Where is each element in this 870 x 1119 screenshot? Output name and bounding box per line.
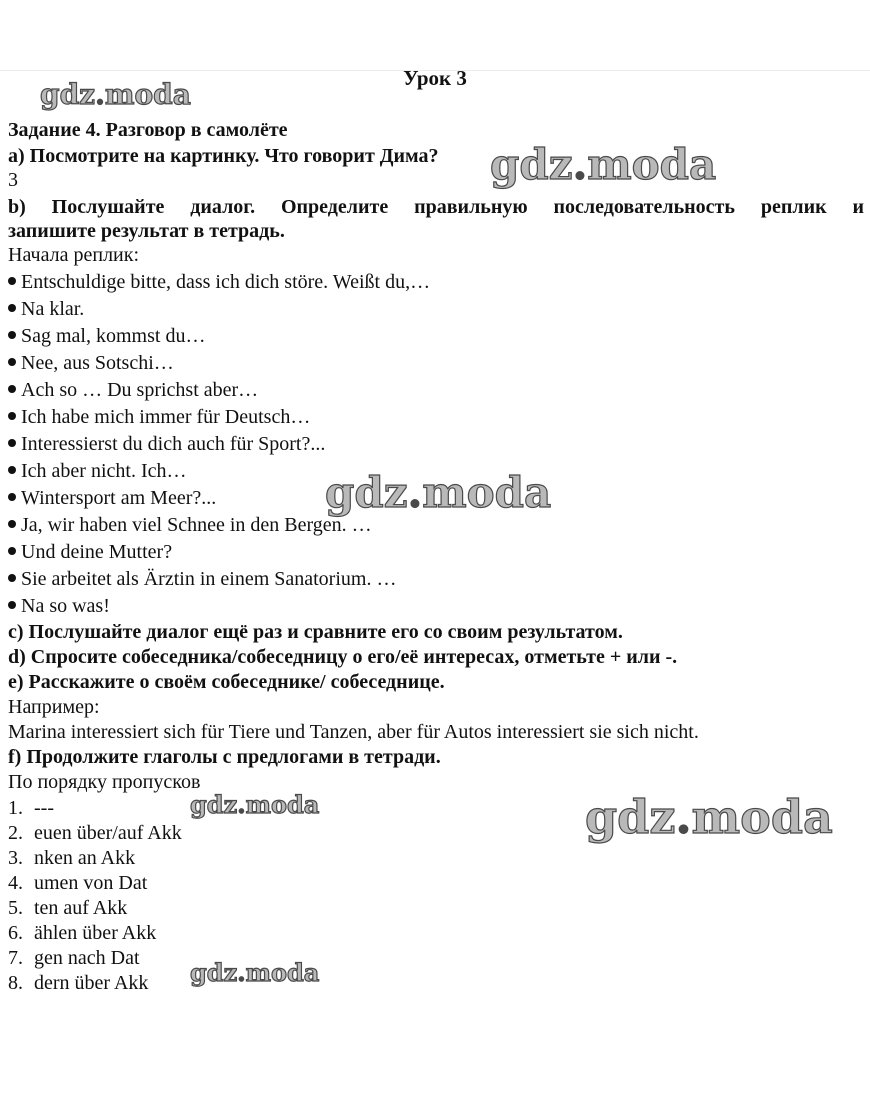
watermark-logo: gdz.moda [190, 958, 320, 987]
phrase-item: Ich habe mich immer für Deutsch… [8, 405, 310, 429]
phrase-item: Entschuldige bitte, dass ich dich störe. Weißt du,… [8, 270, 430, 294]
bullet-icon [8, 574, 16, 582]
bullet-icon [8, 412, 16, 420]
watermark-logo: gdz.moda [40, 78, 191, 111]
answer-item: 4. umen von Dat [8, 872, 148, 894]
phrase-item: Und deine Mutter? [8, 540, 172, 564]
answer-item: 8. dern über Akk [8, 972, 149, 994]
bullet-icon [8, 358, 16, 366]
bullet-icon [8, 385, 16, 393]
example-label: Например: [8, 696, 100, 718]
task-b-line-1: b) Послушайте диалог. Определите правильную последовательность реплик и [8, 196, 864, 218]
bullet-icon [8, 304, 16, 312]
task-b-line-2: запишите результат в тетрадь. [8, 220, 285, 242]
task-heading-label: Задание 4. [8, 119, 101, 141]
phrase-item: Sie arbeitet als Ärztin in einem Sanatorium. … [8, 567, 396, 591]
example-text: Marina interessiert sich für Tiere und Tanzen, aber für Autos interessiert sie sich nicht. [8, 721, 699, 743]
answer-item: 1. --- [8, 797, 54, 819]
answer-item: 6. ählen über Akk [8, 922, 157, 944]
starts-label: Начала реплик: [8, 244, 140, 266]
bullet-icon [8, 520, 16, 528]
phrase-item: Nee, aus Sotschi… [8, 351, 174, 375]
task-a-answer: 3 [8, 169, 18, 191]
phrase-item: Ja, wir haben viel Schnee in den Bergen. … [8, 513, 372, 537]
bullet-icon [8, 547, 16, 555]
watermark-logo: gdz.moda [490, 140, 717, 189]
phrase-item: Wintersport am Meer?... [8, 486, 216, 510]
order-label: По порядку пропусков [8, 771, 201, 793]
task-a: а) Посмотрите на картинку. Что говорит Дима? [8, 145, 439, 167]
bullet-icon [8, 331, 16, 339]
phrase-item: Ach so … Du sprichst aber… [8, 378, 258, 402]
watermark-logo: gdz.moda [585, 790, 833, 844]
watermark-logo: gdz.moda [190, 790, 320, 819]
task-heading [8, 118, 288, 142]
bullet-icon [8, 277, 16, 285]
answer-item: 7. gen nach Dat [8, 947, 140, 969]
phrase-item: Interessierst du dich auch für Sport?... [8, 432, 325, 456]
task-e: е) Расскажите о своём собеседнике/ собеседнице. [8, 671, 445, 693]
bullet-icon [8, 439, 16, 447]
task-c: с) Послушайте диалог ещё раз и сравните его со своим результатом. [8, 621, 623, 643]
bullet-icon [8, 466, 16, 474]
bullet-icon [8, 493, 16, 501]
lesson-title: Урок 3 [403, 66, 467, 90]
answer-item: 2. euen über/auf Akk [8, 822, 182, 844]
watermark-logo: gdz.moda [325, 468, 552, 517]
task-heading-title: Разговор в самолёте [105, 119, 288, 141]
answer-item: 3. nken an Akk [8, 847, 136, 869]
phrase-item: Na klar. [8, 297, 84, 321]
answer-item: 5. ten auf Akk [8, 897, 128, 919]
task-d: d) Спросите собеседника/собеседницу о его/её интересах, отметьте + или -. [8, 646, 678, 668]
task-f: f) Продолжите глаголы с предлогами в тетради. [8, 746, 441, 768]
phrase-item: Na so was! [8, 594, 110, 618]
phrase-item: Ich aber nicht. Ich… [8, 459, 186, 483]
phrase-item: Sag mal, kommst du… [8, 324, 205, 348]
bullet-icon [8, 601, 16, 609]
